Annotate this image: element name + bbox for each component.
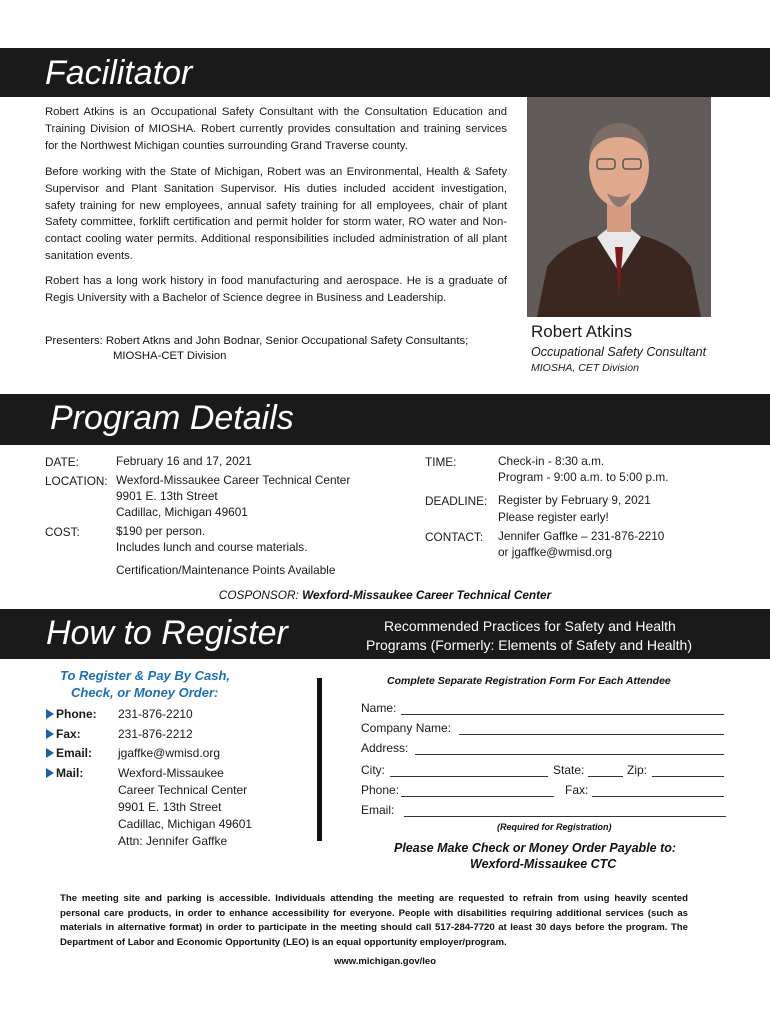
cost-line-1: $190 per person. bbox=[116, 524, 206, 538]
photo-caption-name: Robert Atkins bbox=[531, 322, 633, 341]
facilitator-photo bbox=[527, 97, 711, 317]
program-details-heading: Program Details bbox=[50, 399, 294, 437]
cost-line-2: Includes lunch and course materials. bbox=[116, 540, 308, 554]
mail-line-5: Attn: Jennifer Gaffke bbox=[118, 834, 228, 848]
photo-caption-org: MIOSHA, CET Division bbox=[531, 362, 639, 374]
contact-line-1: Jennifer Gaffke – 231-876-2210 bbox=[498, 529, 665, 543]
mail-line-4: Cadillac, Michigan 49601 bbox=[118, 817, 253, 831]
date-value: February 16 and 17, 2021 bbox=[116, 454, 252, 468]
presenters-label: Presenters: bbox=[45, 335, 103, 347]
mail-line-2: Career Technical Center bbox=[118, 783, 248, 797]
facilitator-bio-paragraph-1: Robert Atkins is an Occupational Safety Consultant with the Consultation Education and Training Division of MIOSHA. Robert currently provides consultation and training services for the Northwest Michigan counties surrounding Grand Traverse county. bbox=[45, 106, 507, 152]
presenters-names: Robert Atkns and John Bodnar, Senior Occupational Safety Consultants; bbox=[105, 335, 469, 347]
presenters-division: MIOSHA-CET Division bbox=[113, 350, 227, 362]
course-title-line-1: Recommended Practices for Safety and Health bbox=[384, 618, 676, 634]
form-state-label: State: bbox=[553, 763, 585, 777]
mail-line-1: Wexford-Missaukee bbox=[118, 766, 224, 780]
form-email-field[interactable] bbox=[404, 816, 726, 817]
presenters-line bbox=[45, 332, 525, 350]
location-line-1: Wexford-Missaukee Career Technical Center bbox=[116, 473, 351, 487]
register-phone-value: 231-876-2210 bbox=[118, 707, 193, 721]
facilitator-heading: Facilitator bbox=[45, 54, 193, 92]
accessibility-notice: The meeting site and parking is accessible. Individuals attending the meeting are requested to refrain from using heavily scented personal care products, in order to enhance accessibility for everyone. People with disabilities requiring additional services (such as materials in alternative format) in order to participate in the meeting should call 517-284-7720 at least 30 days before the program. The Department of Labor and Economic Opportunity (LEO) is an equal opportunity employer/program. bbox=[60, 893, 688, 948]
form-name-label: Name: bbox=[361, 701, 397, 715]
arrow-bullet-icon bbox=[46, 709, 54, 719]
time-line-1: Check-in - 8:30 a.m. bbox=[498, 454, 605, 468]
certification-note: Certification/Maintenance Points Available bbox=[116, 563, 336, 577]
form-name-field[interactable] bbox=[401, 714, 724, 715]
contact-label: CONTACT: bbox=[425, 530, 484, 544]
form-state-field[interactable] bbox=[588, 776, 623, 777]
time-label: TIME: bbox=[425, 455, 457, 469]
cosponsor-value: Wexford-Missaukee Career Technical Center bbox=[302, 588, 552, 602]
arrow-bullet-icon bbox=[46, 748, 54, 758]
deadline-line-2: Please register early! bbox=[498, 510, 609, 524]
payable-line-1: Please Make Check or Money Order Payable to: bbox=[394, 841, 677, 855]
location-line-3: Cadillac, Michigan 49601 bbox=[116, 505, 248, 519]
date-label: DATE: bbox=[45, 455, 79, 469]
form-fax-field[interactable] bbox=[592, 796, 724, 797]
arrow-bullet-icon bbox=[46, 729, 54, 739]
email-label: Email: bbox=[56, 746, 93, 760]
location-label: LOCATION: bbox=[45, 474, 108, 488]
register-heading: How to Register bbox=[46, 614, 288, 652]
form-required-note: (Required for Registration) bbox=[497, 822, 612, 832]
register-mail-row bbox=[46, 766, 83, 780]
contact-email: or jgaffke@wmisd.org bbox=[498, 545, 613, 559]
form-address-field[interactable] bbox=[415, 754, 724, 755]
form-fax-label: Fax: bbox=[565, 783, 589, 797]
register-email-value[interactable]: jgaffke@wmisd.org bbox=[118, 746, 220, 760]
register-phone-row bbox=[46, 707, 97, 721]
payable-line-2: Wexford-Missaukee CTC bbox=[470, 857, 617, 871]
portrait-illustration bbox=[527, 97, 711, 317]
form-heading: Complete Separate Registration Form For Each Attendee bbox=[387, 675, 671, 687]
form-company-field[interactable] bbox=[459, 734, 724, 735]
form-address-label: Address: bbox=[361, 741, 409, 755]
form-zip-field[interactable] bbox=[652, 776, 724, 777]
photo-caption-title: Occupational Safety Consultant bbox=[531, 345, 707, 359]
register-fax-value: 231-876-2212 bbox=[118, 727, 193, 741]
facilitator-bio-paragraph-2: Before working with the State of Michigan, Robert was an Environmental, Health & Safety Supervisor and Plant Sanitation Supervisor. His duties included accident investigation, safety training for new employees, annual safety training for all employees, chair of plant Safety committee, forklift certification and permit holder for storm water, RO water and Non-contact cooling water permits. Additional responsibilities included administration of all plant sanitation events. bbox=[45, 166, 507, 262]
register-header-band bbox=[0, 609, 770, 659]
time-line-2: Program - 9:00 a.m. to 5:00 p.m. bbox=[498, 470, 669, 484]
form-email-label: Email: bbox=[361, 803, 395, 817]
form-zip-label: Zip: bbox=[627, 763, 648, 777]
facilitator-header-band bbox=[0, 48, 770, 97]
arrow-bullet-icon bbox=[46, 768, 54, 778]
fax-label: Fax: bbox=[56, 727, 81, 741]
program-details-header-band bbox=[0, 394, 770, 445]
register-email-row bbox=[46, 746, 92, 760]
form-phone-field[interactable] bbox=[401, 796, 554, 797]
cosponsor-label: COSPONSOR: bbox=[218, 588, 299, 602]
form-phone-label: Phone: bbox=[361, 783, 400, 797]
footer-url[interactable]: www.michigan.gov/leo bbox=[333, 956, 437, 967]
cosponsor-line bbox=[0, 588, 770, 602]
mail-label: Mail: bbox=[56, 766, 84, 780]
form-city-label: City: bbox=[361, 763, 385, 777]
location-line-2: 9901 E. 13th Street bbox=[116, 489, 218, 503]
pay-heading-line-1: To Register & Pay By Cash, bbox=[60, 668, 231, 683]
phone-label: Phone: bbox=[56, 707, 97, 721]
register-fax-row bbox=[46, 727, 81, 741]
facilitator-bio-paragraph-3: Robert has a long work history in food manufacturing and aerospace. He is a graduate of Regis University with a Bachelor of Science degree in Business and Leadership. bbox=[45, 275, 507, 304]
column-divider bbox=[317, 678, 322, 841]
mail-line-3: 9901 E. 13th Street bbox=[118, 800, 222, 814]
pay-heading-line-2: Check, or Money Order: bbox=[71, 685, 219, 700]
form-company-label: Company Name: bbox=[361, 721, 452, 735]
deadline-line-1: Register by February 9, 2021 bbox=[498, 493, 651, 507]
cost-label: COST: bbox=[45, 525, 80, 539]
form-city-field[interactable] bbox=[390, 776, 548, 777]
course-title-line-2: Programs (Formerly: Elements of Safety and Health) bbox=[366, 637, 693, 653]
deadline-label: DEADLINE: bbox=[425, 494, 488, 508]
